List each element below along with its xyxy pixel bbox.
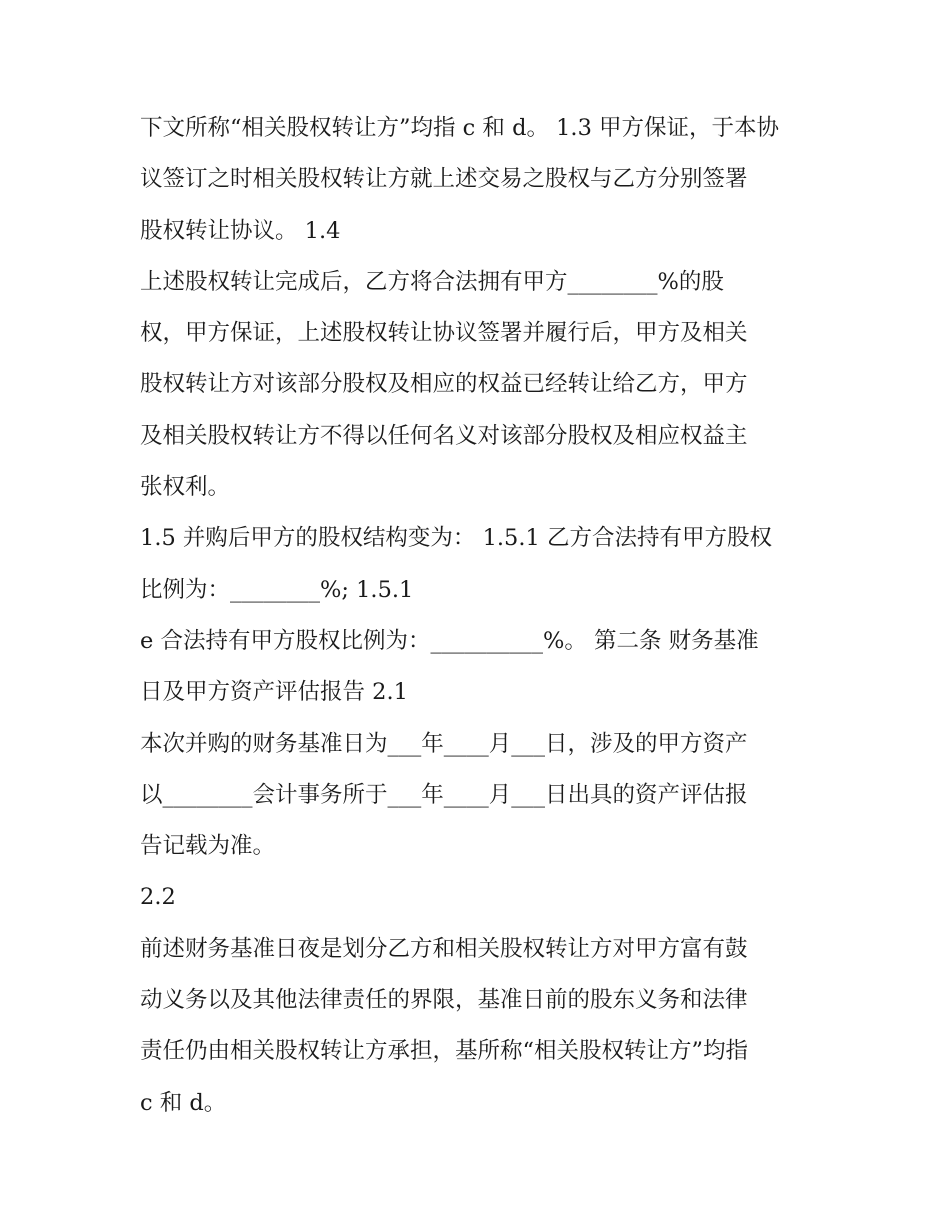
- text-line: 及相关股权转让方不得以任何名义对该部分股权及相应权益主: [140, 422, 748, 449]
- text-line: e 合法持有甲方股权比例为：__________%。 第二条 财务基准: [140, 627, 759, 654]
- text-line: 2.2: [140, 884, 176, 911]
- text-line: 比例为：________%; 1.5.1: [140, 576, 414, 603]
- text-line: 张权利。: [140, 474, 231, 501]
- text-line: 本次并购的财务基准日为___年____月___日，涉及的甲方资产: [140, 730, 748, 757]
- text-line: 以________会计事务所于___年____月___日出具的资产评估报: [140, 781, 748, 808]
- text-line: 股权转让协议。 1.4: [140, 217, 341, 244]
- text-line: 告记载为准。: [140, 833, 276, 860]
- text-line: 下文所称“相关股权转让方”均指 c 和 d。 1.3 甲方保证，于本协: [140, 115, 780, 141]
- text-line: 权，甲方保证，上述股权转让协议签署并履行后，甲方及相关: [140, 320, 748, 347]
- text-line: 责任仍由相关股权转让方承担，基所称“相关股权转让方”均指: [140, 1038, 749, 1065]
- text-line: 股权转让方对该部分股权及相应的权益已经转让给乙方，甲方: [140, 371, 748, 398]
- text-line: 1.5 并购后甲方的股权结构变为： 1.5.1 乙方合法持有甲方股权: [140, 525, 772, 552]
- text-line: c 和 d。: [140, 1089, 227, 1116]
- text-line: 前述财务基准日夜是划分乙方和相关股权转让方对甲方富有鼓: [140, 935, 748, 962]
- text-line: 议签订之时相关股权转让方就上述交易之股权与乙方分别签署: [140, 166, 748, 193]
- text-line: 日及甲方资产评估报告 2.1: [140, 679, 408, 706]
- text-line: 动义务以及其他法律责任的界限，基准日前的股东义务和法律: [140, 987, 748, 1014]
- document-body: [140, 103, 820, 1129]
- text-line: 上述股权转让完成后，乙方将合法拥有甲方________%的股: [140, 268, 724, 295]
